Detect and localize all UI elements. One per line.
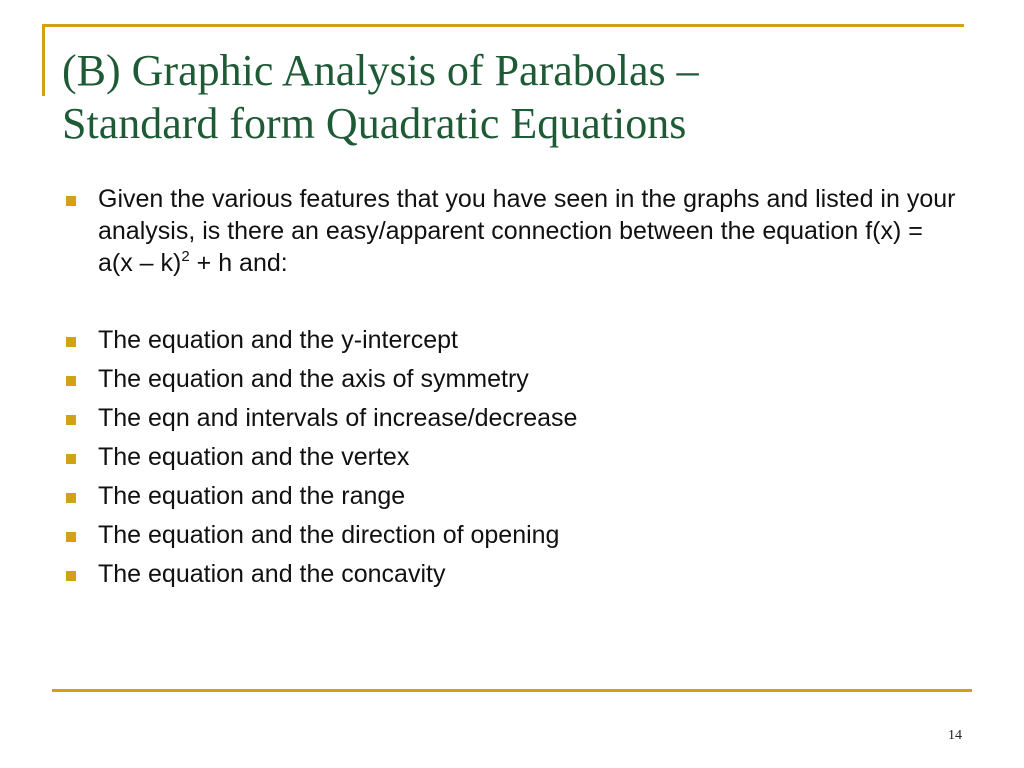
- bullet-list: [62, 183, 962, 597]
- top-accent-line: [42, 24, 964, 27]
- list-item-text: The equation and the y-intercept: [98, 326, 458, 354]
- list-item-text: The equation and the axis of symmetry: [98, 365, 529, 393]
- square-bullet-icon: [66, 376, 76, 386]
- list-item: [62, 363, 962, 395]
- square-bullet-icon: [66, 571, 76, 581]
- square-bullet-icon: [66, 532, 76, 542]
- exponent: 2: [181, 248, 190, 265]
- square-bullet-icon: [66, 493, 76, 503]
- list-item: [62, 519, 962, 551]
- bottom-divider: [52, 689, 972, 692]
- list-item-text: The equation and the direction of opening: [98, 521, 560, 549]
- intro-text-before-exponent: Given the various features that you have seen in the graphs and listed in your analysis, is there an easy/apparent connection between the equation f(x) = a(x – k): [98, 185, 956, 277]
- square-bullet-icon: [66, 196, 76, 206]
- square-bullet-icon: [66, 454, 76, 464]
- list-item: [62, 402, 962, 434]
- left-accent-line: [42, 24, 45, 96]
- slide-title-line-2: Standard form Quadratic Equations: [62, 99, 687, 148]
- page-number: 14: [948, 728, 962, 743]
- list-item-text: The equation and the concavity: [98, 560, 446, 588]
- list-item: [62, 480, 962, 512]
- list-item: [62, 324, 962, 356]
- square-bullet-icon: [66, 337, 76, 347]
- list-item-text: The equation and the range: [98, 482, 406, 510]
- slide-title: [62, 44, 982, 150]
- intro-text-after-exponent: + h and:: [189, 249, 288, 277]
- slide-title-line-1: (B) Graphic Analysis of Parabolas –: [62, 46, 699, 95]
- list-item-text: The equation and the vertex: [98, 443, 410, 471]
- list-item: [62, 558, 962, 590]
- square-bullet-icon: [66, 415, 76, 425]
- list-item-text: The eqn and intervals of increase/decrease: [98, 404, 578, 432]
- intro-bullet: [62, 183, 962, 279]
- list-item: [62, 441, 962, 473]
